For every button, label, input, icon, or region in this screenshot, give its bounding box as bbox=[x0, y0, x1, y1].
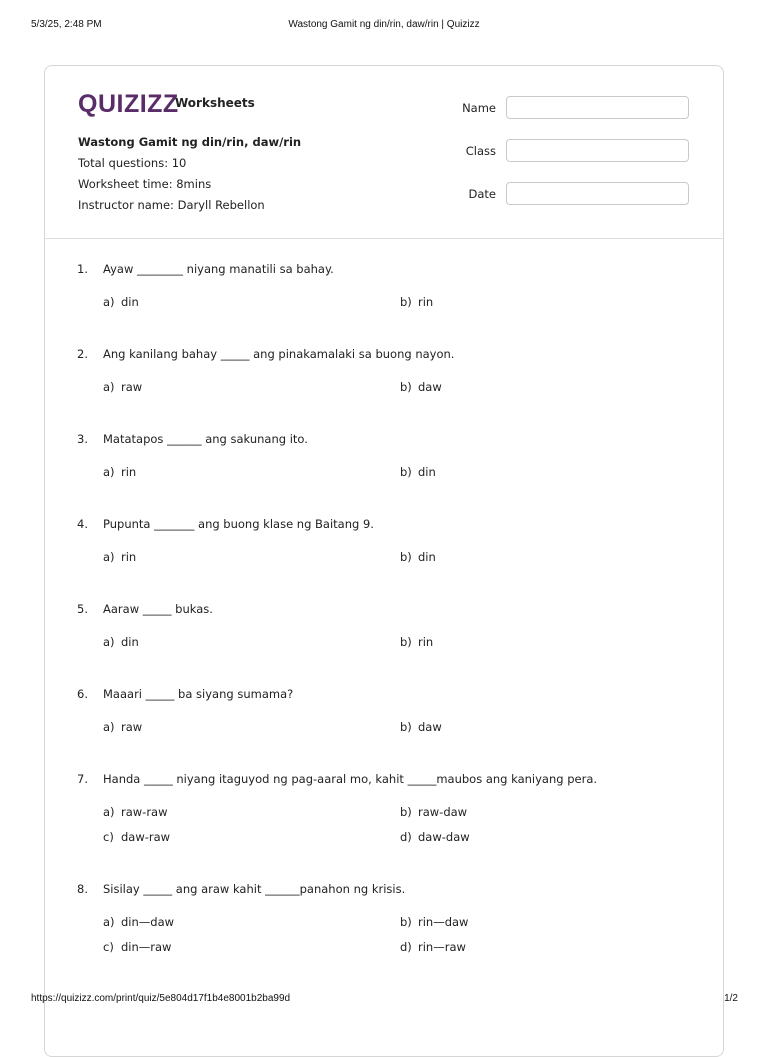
question-line bbox=[45, 517, 723, 535]
answer-option bbox=[103, 830, 170, 844]
option-letter: a) bbox=[103, 465, 115, 479]
option-row bbox=[45, 805, 723, 830]
option-text: daw-raw bbox=[121, 830, 171, 844]
answer-option bbox=[103, 940, 171, 954]
class-input[interactable] bbox=[506, 139, 689, 162]
option-letter: a) bbox=[103, 805, 115, 819]
option-row bbox=[45, 295, 723, 320]
logo-subtitle: Worksheets bbox=[175, 96, 255, 110]
option-letter: a) bbox=[103, 295, 115, 309]
option-row bbox=[45, 720, 723, 745]
date-field-row bbox=[445, 182, 691, 208]
option-letter: d) bbox=[400, 940, 412, 954]
answer-option bbox=[400, 940, 466, 954]
question-block bbox=[45, 432, 723, 490]
option-text: rin—raw bbox=[418, 940, 466, 954]
print-header bbox=[0, 19, 768, 33]
option-text: din—raw bbox=[121, 940, 172, 954]
answer-option bbox=[103, 805, 168, 819]
answer-option bbox=[103, 635, 139, 649]
option-text: din bbox=[418, 465, 436, 479]
class-field-row bbox=[445, 139, 691, 165]
answer-options bbox=[45, 805, 723, 855]
question-block bbox=[45, 882, 723, 965]
option-text: din bbox=[418, 550, 436, 564]
worksheet-time: Worksheet time: 8mins bbox=[78, 177, 212, 191]
option-text: rin bbox=[121, 550, 137, 564]
instructor-name: Instructor name: Daryll Rebellon bbox=[78, 198, 265, 212]
name-input[interactable] bbox=[506, 96, 689, 119]
option-row bbox=[45, 940, 723, 965]
print-datetime: 5/3/25, 2:48 PM bbox=[31, 19, 102, 30]
date-input[interactable] bbox=[506, 182, 689, 205]
option-letter: b) bbox=[400, 465, 412, 479]
option-text: rin bbox=[418, 635, 434, 649]
option-letter: b) bbox=[400, 915, 412, 929]
option-text: rin—daw bbox=[418, 915, 469, 929]
answer-option bbox=[103, 465, 136, 479]
answer-option bbox=[400, 915, 468, 929]
answer-option bbox=[400, 465, 436, 479]
question-list bbox=[45, 262, 723, 992]
option-row bbox=[45, 380, 723, 405]
answer-option bbox=[103, 915, 174, 929]
option-row bbox=[45, 465, 723, 490]
question-text: Matatapos ______ ang sakunang ito. bbox=[103, 432, 308, 446]
answer-option bbox=[103, 550, 136, 564]
option-text: daw bbox=[418, 380, 442, 394]
question-text: Pupunta _______ ang buong klase ng Baitang 9. bbox=[103, 517, 374, 531]
question-block bbox=[45, 347, 723, 405]
question-line bbox=[45, 347, 723, 365]
worksheet-title: Wastong Gamit ng din/rin, daw/rin bbox=[78, 135, 302, 149]
question-number: 4. bbox=[77, 517, 88, 531]
question-number: 7. bbox=[77, 772, 88, 786]
question-line bbox=[45, 882, 723, 900]
question-line bbox=[45, 772, 723, 790]
date-label: Date bbox=[468, 187, 496, 201]
option-letter: a) bbox=[103, 720, 115, 734]
option-letter: c) bbox=[103, 940, 114, 954]
option-letter: a) bbox=[103, 550, 115, 564]
option-letter: b) bbox=[400, 295, 412, 309]
option-text: daw-daw bbox=[418, 830, 470, 844]
option-letter: a) bbox=[103, 635, 115, 649]
answer-option bbox=[400, 805, 467, 819]
question-block bbox=[45, 517, 723, 575]
option-row bbox=[45, 635, 723, 660]
name-label: Name bbox=[462, 101, 496, 115]
answer-option bbox=[400, 550, 436, 564]
option-text: raw-raw bbox=[121, 805, 168, 819]
question-block bbox=[45, 772, 723, 855]
question-number: 5. bbox=[77, 602, 88, 616]
question-block bbox=[45, 687, 723, 745]
option-text: din—daw bbox=[121, 915, 175, 929]
option-letter: a) bbox=[103, 915, 115, 929]
class-label: Class bbox=[465, 144, 496, 158]
answer-option bbox=[400, 635, 433, 649]
question-number: 8. bbox=[77, 882, 88, 896]
question-text: Maaari _____ ba siyang sumama? bbox=[103, 687, 294, 701]
page-number: 1/2 bbox=[724, 993, 738, 1004]
question-number: 2. bbox=[77, 347, 88, 361]
option-text: din bbox=[121, 295, 139, 309]
option-letter: b) bbox=[400, 380, 412, 394]
option-text: rin bbox=[418, 295, 434, 309]
option-letter: b) bbox=[400, 635, 412, 649]
question-number: 1. bbox=[77, 262, 88, 276]
worksheet-card bbox=[44, 65, 724, 1057]
answer-option bbox=[400, 295, 433, 309]
question-number: 6. bbox=[77, 687, 88, 701]
question-line bbox=[45, 602, 723, 620]
worksheet-meta bbox=[78, 132, 301, 216]
question-block bbox=[45, 262, 723, 320]
answer-options bbox=[45, 635, 723, 660]
question-text: Ang kanilang bahay _____ ang pinakamalaki sa buong nayon. bbox=[103, 347, 455, 361]
option-row bbox=[45, 915, 723, 940]
answer-option bbox=[103, 380, 142, 394]
option-letter: c) bbox=[103, 830, 114, 844]
worksheet-header bbox=[45, 66, 723, 239]
option-letter: b) bbox=[400, 805, 412, 819]
logo-wordmark: QUIZIZZ bbox=[78, 90, 179, 118]
option-letter: b) bbox=[400, 720, 412, 734]
name-field-row bbox=[445, 96, 691, 122]
answer-option bbox=[400, 720, 442, 734]
question-block bbox=[45, 602, 723, 660]
question-number: 3. bbox=[77, 432, 88, 446]
answer-option bbox=[103, 295, 139, 309]
question-text: Sisilay _____ ang araw kahit ______panahon ng krisis. bbox=[103, 882, 406, 896]
total-questions: Total questions: 10 bbox=[78, 156, 187, 170]
question-line bbox=[45, 262, 723, 280]
answer-options bbox=[45, 550, 723, 575]
question-line bbox=[45, 432, 723, 450]
question-text: Aaraw _____ bukas. bbox=[103, 602, 213, 616]
option-letter: a) bbox=[103, 380, 115, 394]
option-text: din bbox=[121, 635, 139, 649]
answer-options bbox=[45, 720, 723, 745]
answer-options bbox=[45, 915, 723, 965]
option-letter: b) bbox=[400, 550, 412, 564]
print-url: https://quizizz.com/print/quiz/5e804d17f1b4e8001b2ba99d bbox=[31, 993, 291, 1004]
answer-options bbox=[45, 380, 723, 405]
option-row bbox=[45, 830, 723, 855]
question-text: Handa _____ niyang itaguyod ng pag-aaral mo, kahit _____maubos ang kaniyang pera. bbox=[103, 772, 598, 786]
answer-option bbox=[400, 380, 442, 394]
option-text: raw-daw bbox=[418, 805, 468, 819]
answer-options bbox=[45, 465, 723, 490]
option-letter: d) bbox=[400, 830, 412, 844]
option-text: daw bbox=[418, 720, 442, 734]
print-page-title: Wastong Gamit ng din/rin, daw/rin | Quizizz bbox=[288, 19, 480, 30]
question-text: Ayaw ________ niyang manatili sa bahay. bbox=[103, 262, 334, 276]
answer-options bbox=[45, 295, 723, 320]
answer-option bbox=[103, 720, 142, 734]
question-line bbox=[45, 687, 723, 705]
option-row bbox=[45, 550, 723, 575]
option-text: raw bbox=[121, 380, 143, 394]
option-text: rin bbox=[121, 465, 137, 479]
option-text: raw bbox=[121, 720, 143, 734]
print-footer bbox=[0, 993, 768, 1007]
answer-option bbox=[400, 830, 470, 844]
